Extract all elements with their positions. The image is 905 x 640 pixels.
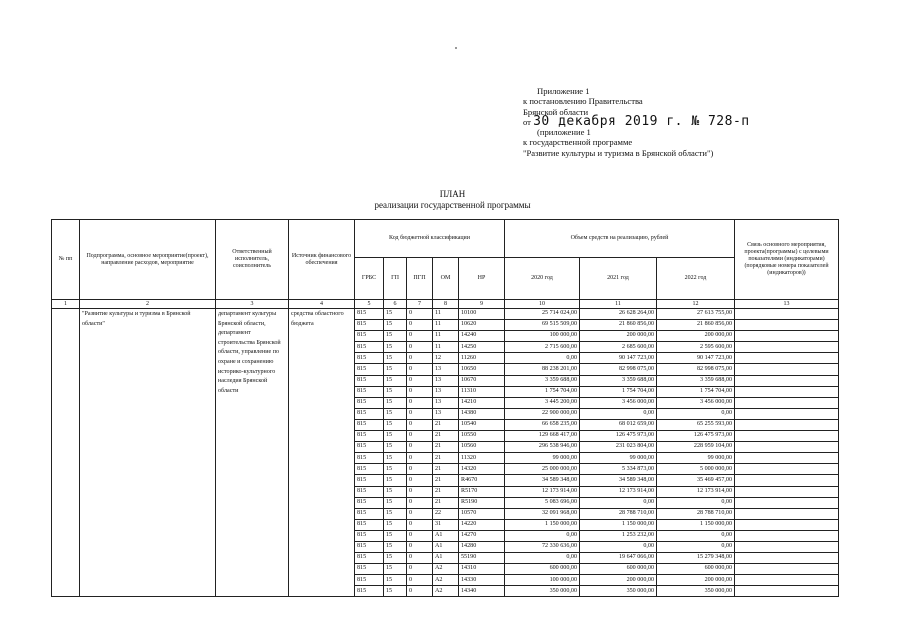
cell-nr: 14250 [459, 342, 505, 353]
cell-link [735, 486, 839, 497]
cell-grbs: 815 [355, 497, 384, 508]
cell-y2020: 69 515 509,00 [505, 320, 580, 331]
column-number: 13 [735, 300, 839, 309]
cell-grbs: 815 [355, 453, 384, 464]
cell-grbs: 815 [355, 353, 384, 364]
cell-link [735, 564, 839, 575]
cell-pgp: 0 [407, 508, 433, 519]
cell-grbs: 815 [355, 375, 384, 386]
cell-om: A2 [433, 586, 459, 597]
cell-y2021: 0,00 [580, 497, 657, 508]
appendix-date-handwritten: 30 декабря 2019 г. № 728-п [533, 113, 750, 129]
cell-link [735, 586, 839, 597]
cell-gp: 15 [384, 508, 407, 519]
cell-link [735, 453, 839, 464]
cell-om: 12 [433, 353, 459, 364]
cell-y2022: 2 595 600,00 [657, 342, 735, 353]
cell-gp: 15 [384, 464, 407, 475]
cell-y2020: 1 754 704,00 [505, 386, 580, 397]
header-2020: 2020 год [505, 258, 580, 300]
cell-y2022: 1 150 000,00 [657, 519, 735, 530]
cell-om: 13 [433, 375, 459, 386]
cell-pgp: 0 [407, 553, 433, 564]
header-no: № пп [52, 220, 80, 300]
cell-grbs: 815 [355, 419, 384, 430]
cell-grbs: 815 [355, 475, 384, 486]
cell-grbs: 815 [355, 464, 384, 475]
cell-nr: 14240 [459, 331, 505, 342]
cell-nr: R5170 [459, 486, 505, 497]
cell-gp: 15 [384, 397, 407, 408]
column-number: 5 [355, 300, 384, 309]
cell-nr: 14330 [459, 575, 505, 586]
cell-pgp: 0 [407, 519, 433, 530]
cell-om: A2 [433, 575, 459, 586]
column-number: 9 [459, 300, 505, 309]
cell-y2021: 34 589 348,00 [580, 475, 657, 486]
header-source: Источник финансового обеспечения [289, 220, 355, 300]
cell-y2022: 0,00 [657, 497, 735, 508]
cell-gp: 15 [384, 519, 407, 530]
cell-y2022: 0,00 [657, 530, 735, 541]
cell-y2022: 126 475 973,00 [657, 431, 735, 442]
header-nr: НР [459, 258, 505, 300]
source-cell: средства областного бюджета [289, 309, 355, 597]
cell-om: 13 [433, 386, 459, 397]
cell-gp: 15 [384, 564, 407, 575]
cell-y2021: 5 334 873,00 [580, 464, 657, 475]
cell-y2022: 65 255 593,00 [657, 419, 735, 430]
cell-grbs: 815 [355, 342, 384, 353]
cell-y2020: 2 715 600,00 [505, 342, 580, 353]
cell-gp: 15 [384, 320, 407, 331]
plan-title: ПЛАН [439, 189, 466, 199]
subprogram-cell: "Развитие культуры и туризма в Брянской области" [80, 309, 216, 597]
column-number: 11 [580, 300, 657, 309]
cell-gp: 15 [384, 486, 407, 497]
cell-nr: 10620 [459, 320, 505, 331]
cell-grbs: 815 [355, 397, 384, 408]
cell-y2020: 22 900 000,00 [505, 408, 580, 419]
cell-pgp: 0 [407, 541, 433, 552]
row-number-cell [52, 309, 80, 597]
cell-om: 21 [433, 419, 459, 430]
cell-link [735, 519, 839, 530]
header-subprogram: Подпрограмма, основное мероприятие(проект), направление расходов, мероприятие [80, 220, 216, 300]
cell-y2022: 12 173 914,00 [657, 486, 735, 497]
cell-link [735, 442, 839, 453]
cell-gp: 15 [384, 331, 407, 342]
cell-link [735, 464, 839, 475]
cell-y2021: 82 998 075,00 [580, 364, 657, 375]
cell-y2020: 5 083 696,00 [505, 497, 580, 508]
column-number: 7 [407, 300, 433, 309]
cell-y2022: 228 959 104,00 [657, 442, 735, 453]
cell-y2020: 1 150 000,00 [505, 519, 580, 530]
cell-gp: 15 [384, 419, 407, 430]
cell-y2022: 3 359 688,00 [657, 375, 735, 386]
header-2022: 2022 год [657, 258, 735, 300]
cell-link [735, 541, 839, 552]
cell-y2021: 600 000,00 [580, 564, 657, 575]
cell-nr: 14280 [459, 541, 505, 552]
cell-pgp: 0 [407, 442, 433, 453]
cell-y2021: 19 647 066,00 [580, 553, 657, 564]
column-number: 4 [289, 300, 355, 309]
cell-grbs: 815 [355, 586, 384, 597]
cell-link [735, 331, 839, 342]
cell-link [735, 530, 839, 541]
appendix-line-6: к государственной программе [523, 137, 633, 148]
cell-nr: 11260 [459, 353, 505, 364]
cell-pgp: 0 [407, 309, 433, 320]
column-number: 2 [80, 300, 216, 309]
appendix-date-prefix: от [523, 116, 531, 127]
cell-y2021: 90 147 723,00 [580, 353, 657, 364]
cell-grbs: 815 [355, 486, 384, 497]
cell-om: 21 [433, 486, 459, 497]
cell-y2022: 200 000,00 [657, 331, 735, 342]
cell-y2022: 200 000,00 [657, 575, 735, 586]
cell-pgp: 0 [407, 375, 433, 386]
plan-table-body [52, 300, 839, 597]
cell-grbs: 815 [355, 309, 384, 320]
cell-om: 21 [433, 453, 459, 464]
cell-gp: 15 [384, 342, 407, 353]
cell-nr: 14340 [459, 586, 505, 597]
column-number: 3 [216, 300, 289, 309]
cell-y2020: 3 359 688,00 [505, 375, 580, 386]
cell-nr: 10540 [459, 419, 505, 430]
cell-gp: 15 [384, 530, 407, 541]
cell-y2020: 350 000,00 [505, 586, 580, 597]
cell-y2022: 21 860 856,00 [657, 320, 735, 331]
appendix-block [523, 86, 750, 158]
cell-y2022: 5 000 000,00 [657, 464, 735, 475]
cell-om: 21 [433, 497, 459, 508]
cell-om: 11 [433, 331, 459, 342]
cell-y2021: 231 023 804,00 [580, 442, 657, 453]
header-budget-code: Код бюджетной классификации [355, 220, 505, 258]
cell-pgp: 0 [407, 342, 433, 353]
header-pgp: ПГП [407, 258, 433, 300]
cell-y2020: 0,00 [505, 530, 580, 541]
cell-y2022: 3 456 000,00 [657, 397, 735, 408]
cell-grbs: 815 [355, 519, 384, 530]
executor-cell: департамент культуры Брянской области, департамент строительства Брянской области, управление по охране и сохранению историко-культурного наследия Брянской области [216, 309, 289, 597]
cell-y2020: 99 000,00 [505, 453, 580, 464]
cell-y2022: 90 147 723,00 [657, 353, 735, 364]
appendix-line-3: Брянской области [523, 106, 589, 117]
cell-om: A1 [433, 530, 459, 541]
cell-y2022: 15 279 348,00 [657, 553, 735, 564]
cell-link [735, 364, 839, 375]
cell-y2020: 129 668 417,00 [505, 431, 580, 442]
cell-link [735, 419, 839, 430]
cell-nr: 10650 [459, 364, 505, 375]
cell-gp: 15 [384, 375, 407, 386]
cell-nr: 14270 [459, 530, 505, 541]
cell-om: 11 [433, 342, 459, 353]
cell-y2022: 35 469 457,00 [657, 475, 735, 486]
cell-link [735, 408, 839, 419]
cell-grbs: 815 [355, 530, 384, 541]
cell-gp: 15 [384, 541, 407, 552]
cell-grbs: 815 [355, 364, 384, 375]
cell-y2020: 100 000,00 [505, 331, 580, 342]
cell-grbs: 815 [355, 431, 384, 442]
cell-pgp: 0 [407, 408, 433, 419]
cell-grbs: 815 [355, 508, 384, 519]
cell-pgp: 0 [407, 353, 433, 364]
cell-y2021: 68 012 659,00 [580, 419, 657, 430]
cell-pgp: 0 [407, 497, 433, 508]
cell-nr: 10570 [459, 508, 505, 519]
cell-y2022: 82 998 075,00 [657, 364, 735, 375]
cell-y2021: 350 000,00 [580, 586, 657, 597]
cell-om: 21 [433, 475, 459, 486]
cell-link [735, 497, 839, 508]
cell-om: 13 [433, 408, 459, 419]
cell-pgp: 0 [407, 364, 433, 375]
cell-link [735, 431, 839, 442]
appendix-line-7: "Развитие культуры и туризма в Брянской области") [523, 147, 714, 158]
cell-nr: 14220 [459, 519, 505, 530]
appendix-date-line [523, 113, 750, 129]
cell-nr: 10670 [459, 375, 505, 386]
cell-pgp: 0 [407, 575, 433, 586]
cell-om: 21 [433, 442, 459, 453]
cell-gp: 15 [384, 475, 407, 486]
cell-nr: 14380 [459, 408, 505, 419]
cell-link [735, 342, 839, 353]
cell-pgp: 0 [407, 397, 433, 408]
cell-link [735, 397, 839, 408]
cell-y2021: 3 359 688,00 [580, 375, 657, 386]
cell-pgp: 0 [407, 320, 433, 331]
column-number: 10 [505, 300, 580, 309]
cell-gp: 15 [384, 408, 407, 419]
header-2021: 2021 год [580, 258, 657, 300]
cell-link [735, 475, 839, 486]
header-volume: Объем средств на реализацию, рублей [505, 220, 735, 258]
cell-link [735, 575, 839, 586]
cell-om: 21 [433, 464, 459, 475]
header-grbs: ГРБС [355, 258, 384, 300]
cell-om: A1 [433, 553, 459, 564]
column-number: 6 [384, 300, 407, 309]
cell-y2021: 2 685 600,00 [580, 342, 657, 353]
cell-grbs: 815 [355, 408, 384, 419]
cell-pgp: 0 [407, 331, 433, 342]
cell-y2020: 25 714 024,00 [505, 309, 580, 320]
cell-link [735, 508, 839, 519]
appendix-line-1: Приложение 1 [537, 86, 590, 96]
cell-y2021: 21 860 856,00 [580, 320, 657, 331]
cell-gp: 15 [384, 386, 407, 397]
cell-y2022: 27 613 755,00 [657, 309, 735, 320]
cell-pgp: 0 [407, 586, 433, 597]
cell-link [735, 309, 839, 320]
cell-y2020: 32 091 968,00 [505, 508, 580, 519]
cell-nr: 10560 [459, 442, 505, 453]
cell-nr: 55190 [459, 553, 505, 564]
cell-y2020: 72 330 636,00 [505, 541, 580, 552]
column-number: 1 [52, 300, 80, 309]
scan-speck [455, 47, 457, 49]
cell-y2022: 0,00 [657, 541, 735, 552]
cell-y2021: 12 173 914,00 [580, 486, 657, 497]
cell-grbs: 815 [355, 564, 384, 575]
cell-pgp: 0 [407, 453, 433, 464]
header-gp: ГП [384, 258, 407, 300]
cell-nr: 14210 [459, 397, 505, 408]
cell-grbs: 815 [355, 331, 384, 342]
column-number: 8 [433, 300, 459, 309]
cell-om: 13 [433, 397, 459, 408]
cell-y2021: 0,00 [580, 541, 657, 552]
cell-nr: 11310 [459, 386, 505, 397]
cell-link [735, 320, 839, 331]
cell-nr: R5190 [459, 497, 505, 508]
cell-gp: 15 [384, 553, 407, 564]
cell-gp: 15 [384, 575, 407, 586]
cell-nr: 10550 [459, 431, 505, 442]
cell-pgp: 0 [407, 464, 433, 475]
column-number-row [52, 300, 839, 309]
cell-link [735, 375, 839, 386]
column-number: 12 [657, 300, 735, 309]
cell-y2020: 25 000 000,00 [505, 464, 580, 475]
cell-y2021: 200 000,00 [580, 331, 657, 342]
cell-link [735, 553, 839, 564]
cell-y2022: 350 000,00 [657, 586, 735, 597]
cell-om: 13 [433, 364, 459, 375]
header-executor: Ответственный исполнитель, соисполнитель [216, 220, 289, 300]
table-row [52, 309, 839, 320]
cell-gp: 15 [384, 586, 407, 597]
cell-y2022: 28 788 710,00 [657, 508, 735, 519]
cell-y2020: 296 538 946,00 [505, 442, 580, 453]
cell-om: 31 [433, 519, 459, 530]
cell-y2021: 1 150 000,00 [580, 519, 657, 530]
cell-y2021: 99 000,00 [580, 453, 657, 464]
cell-pgp: 0 [407, 386, 433, 397]
cell-om: 11 [433, 320, 459, 331]
cell-pgp: 0 [407, 564, 433, 575]
cell-grbs: 815 [355, 575, 384, 586]
cell-y2021: 0,00 [580, 408, 657, 419]
cell-y2021: 26 628 264,00 [580, 309, 657, 320]
cell-y2021: 1 754 704,00 [580, 386, 657, 397]
cell-y2020: 12 173 914,00 [505, 486, 580, 497]
header-link: Связь основного мероприятия, проекта(программы) с целевыми показателями (индикаторами) (порядковые номера показателей (индикаторов)) [735, 220, 839, 300]
cell-nr: 11320 [459, 453, 505, 464]
cell-y2021: 28 788 710,00 [580, 508, 657, 519]
cell-pgp: 0 [407, 419, 433, 430]
cell-y2020: 600 000,00 [505, 564, 580, 575]
cell-y2021: 1 253 232,00 [580, 530, 657, 541]
cell-grbs: 815 [355, 386, 384, 397]
cell-nr: 10100 [459, 309, 505, 320]
cell-y2020: 34 589 348,00 [505, 475, 580, 486]
cell-y2020: 66 658 235,00 [505, 419, 580, 430]
cell-nr: R4670 [459, 475, 505, 486]
cell-pgp: 0 [407, 475, 433, 486]
cell-y2020: 88 238 201,00 [505, 364, 580, 375]
cell-pgp: 0 [407, 530, 433, 541]
cell-y2020: 0,00 [505, 553, 580, 564]
cell-y2021: 126 475 973,00 [580, 431, 657, 442]
cell-y2022: 99 000,00 [657, 453, 735, 464]
cell-pgp: 0 [407, 486, 433, 497]
cell-gp: 15 [384, 442, 407, 453]
appendix-line-2: к постановлению Правительства [523, 96, 643, 107]
cell-y2021: 3 456 000,00 [580, 397, 657, 408]
cell-nr: 14310 [459, 564, 505, 575]
cell-link [735, 353, 839, 364]
plan-table [51, 219, 839, 597]
plan-subtitle: реализации государственной программы [374, 200, 531, 210]
cell-y2022: 600 000,00 [657, 564, 735, 575]
cell-y2022: 0,00 [657, 408, 735, 419]
cell-gp: 15 [384, 453, 407, 464]
cell-y2020: 0,00 [505, 353, 580, 364]
cell-grbs: 815 [355, 553, 384, 564]
cell-y2020: 3 445 200,00 [505, 397, 580, 408]
cell-y2022: 1 754 704,00 [657, 386, 735, 397]
cell-y2020: 100 000,00 [505, 575, 580, 586]
cell-link [735, 386, 839, 397]
cell-nr: 14320 [459, 464, 505, 475]
cell-gp: 15 [384, 497, 407, 508]
cell-gp: 15 [384, 353, 407, 364]
cell-gp: 15 [384, 431, 407, 442]
cell-om: A1 [433, 541, 459, 552]
cell-pgp: 0 [407, 431, 433, 442]
cell-om: A2 [433, 564, 459, 575]
cell-om: 22 [433, 508, 459, 519]
cell-grbs: 815 [355, 442, 384, 453]
cell-om: 21 [433, 431, 459, 442]
cell-grbs: 815 [355, 320, 384, 331]
cell-gp: 15 [384, 309, 407, 320]
appendix-line-5: (приложение 1 [537, 127, 591, 138]
cell-om: 11 [433, 309, 459, 320]
cell-y2021: 200 000,00 [580, 575, 657, 586]
header-om: ОМ [433, 258, 459, 300]
cell-gp: 15 [384, 364, 407, 375]
cell-grbs: 815 [355, 541, 384, 552]
